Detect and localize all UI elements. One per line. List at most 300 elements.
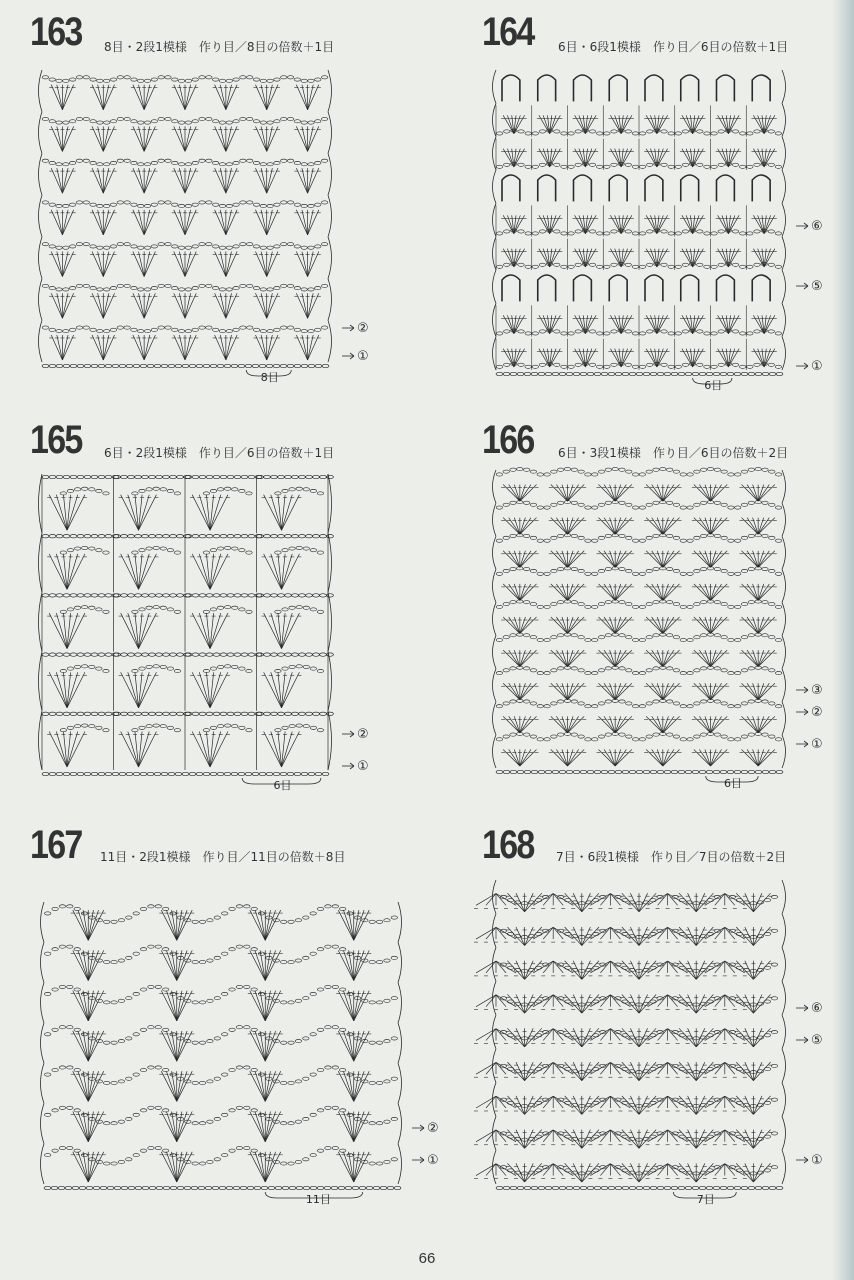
turning-chain [398, 902, 402, 942]
chain-arc [592, 467, 639, 476]
pattern-description: 6目・2段1模様 作り目／6目の倍数＋1目 [104, 446, 335, 460]
chain-arc [544, 567, 591, 576]
stitch-fan [90, 335, 116, 360]
chain-row [114, 653, 191, 656]
stitch-fan [703, 961, 747, 976]
stitch-fan [253, 210, 279, 235]
turning-chain [782, 536, 786, 569]
stitch-fan [644, 584, 681, 601]
chain-arc [496, 600, 543, 609]
chain-arc [246, 243, 286, 250]
stitch-fan [71, 1152, 106, 1182]
stitch-fan [537, 215, 562, 233]
chain-arc [287, 326, 327, 333]
chain-arc [275, 487, 324, 495]
chain-arc [203, 487, 252, 495]
stitch-fan [608, 215, 633, 233]
stitch-fan [119, 554, 159, 590]
row-marker: ② [357, 727, 369, 742]
chain-arc [592, 600, 639, 609]
repeat-label: 8目 [260, 371, 279, 384]
chain-arc [711, 329, 746, 335]
chain-arc [735, 567, 782, 576]
chain-row [185, 594, 262, 597]
stitch-fan [159, 1152, 194, 1182]
stitch-fan [751, 349, 776, 367]
stitch-fan [262, 731, 302, 767]
chain-arc [124, 243, 164, 250]
crochet-chart [482, 60, 842, 400]
stitch-fan [474, 1130, 518, 1145]
stitch-fan [501, 617, 538, 634]
stitch-fan [608, 249, 633, 267]
chain-row [42, 712, 119, 715]
stitch-fan [549, 485, 586, 502]
chain-arc [532, 229, 567, 235]
stitch-fan [501, 551, 538, 568]
stitch-fan [159, 1031, 194, 1061]
chain-loop [681, 175, 699, 201]
turning-chain [493, 270, 497, 303]
pattern-description: 8目・2段1模様 作り目／8目の倍数＋1目 [104, 40, 335, 54]
crochet-chart [482, 870, 842, 1230]
chain-arc [747, 129, 782, 135]
turning-chain [398, 1023, 402, 1063]
chain-arc [496, 162, 531, 168]
chain-row [185, 535, 262, 538]
chain-arc [310, 1066, 353, 1076]
chain-arc [496, 534, 543, 543]
stitch-fan [501, 683, 538, 700]
chain-arc [711, 362, 746, 368]
stitch-fan [531, 894, 575, 909]
chain-arc [568, 129, 603, 135]
stitch-fan [294, 210, 320, 235]
stitch-fan [573, 349, 598, 367]
chain-arc [221, 905, 264, 915]
turning-chain [328, 711, 332, 770]
turning-chain [782, 1150, 786, 1184]
chain-loop [645, 175, 663, 201]
chain-arc [165, 201, 205, 208]
stitch-fan [190, 731, 230, 767]
turning-chain [398, 942, 402, 982]
stitch-fan [751, 149, 776, 167]
stitch-fan [646, 1096, 690, 1111]
stitch-fan [739, 617, 776, 634]
stitch-fan [172, 252, 198, 277]
stitch-fan [646, 1062, 690, 1077]
stitch-fan [680, 149, 705, 167]
turning-chain [328, 279, 332, 321]
chain-arc [165, 326, 205, 333]
chain-arc [496, 732, 543, 741]
chain-arc [735, 633, 782, 642]
stitch-fan [501, 716, 538, 733]
chain-row [496, 372, 783, 375]
turning-chain [782, 270, 786, 303]
stitch-fan [90, 293, 116, 318]
turning-chain [782, 137, 786, 170]
chain-arc [592, 666, 639, 675]
stitch-fan [49, 252, 75, 277]
stitch-fan [692, 518, 729, 535]
chain-arc [639, 501, 686, 510]
chain-arc [532, 129, 567, 135]
chain-arc [544, 699, 591, 708]
stitch-fan [549, 650, 586, 667]
chain-arc [675, 162, 710, 168]
stitch-fan [644, 485, 681, 502]
chain-arc [124, 159, 164, 166]
stitch-fan [47, 731, 87, 767]
turning-chain [493, 569, 497, 602]
turning-chain [782, 948, 786, 982]
turning-chain [39, 652, 43, 711]
chain-arc [133, 1066, 176, 1076]
chain-arc [83, 76, 123, 83]
stitch-fan [253, 293, 279, 318]
stitch-fan [501, 115, 526, 133]
chain-arc [604, 362, 639, 368]
chain-arc [496, 633, 543, 642]
chain-arc [592, 567, 639, 576]
chain-arc [132, 724, 181, 732]
chain-arc [133, 945, 176, 955]
chain-arc [711, 129, 746, 135]
stitch-fan [751, 315, 776, 333]
stitch-fan [131, 126, 157, 151]
stitch-fan [531, 1096, 575, 1111]
stitch-fan [159, 1071, 194, 1101]
chain-arc [496, 329, 531, 335]
chain-arc [203, 546, 252, 554]
pattern-description: 6目・6段1模様 作り目／6目の倍数＋1目 [558, 40, 789, 54]
stitch-fan [159, 950, 194, 980]
chain-arc [639, 362, 674, 368]
chain-arc [206, 201, 246, 208]
chain-arc [735, 732, 782, 741]
chain-arc [42, 284, 82, 291]
stitch-fan [644, 749, 681, 766]
turning-chain [493, 203, 497, 236]
stitch-fan [131, 335, 157, 360]
stitch-fan [537, 249, 562, 267]
turning-chain [782, 569, 786, 602]
turning-chain [39, 279, 43, 321]
stitch-fan [253, 85, 279, 110]
chain-arc [44, 1026, 87, 1036]
chain-arc [687, 699, 734, 708]
turning-chain [398, 1144, 402, 1184]
chain-arc [133, 905, 176, 915]
chain-loop [717, 75, 735, 101]
chain-arc [83, 326, 123, 333]
stitch-fan [573, 115, 598, 133]
stitch-fan [680, 349, 705, 367]
chain-arc [544, 501, 591, 510]
stitch-fan [253, 252, 279, 277]
chain-arc [604, 229, 639, 235]
chain-row [42, 653, 119, 656]
turning-chain [39, 70, 43, 112]
stitch-fan [172, 293, 198, 318]
crochet-chart [28, 60, 388, 390]
chain-arc [532, 262, 567, 268]
chain-arc [496, 362, 531, 368]
stitch-fan [90, 168, 116, 193]
stitch-fan [213, 168, 239, 193]
chain-row [496, 1186, 783, 1189]
stitch-fan [336, 910, 371, 940]
stitch-fan [739, 485, 776, 502]
turning-chain [782, 337, 786, 370]
chain-arc [133, 1106, 176, 1116]
chain-arc [60, 546, 109, 554]
chain-loop [752, 275, 770, 301]
chain-loop [502, 275, 520, 301]
chain-arc [639, 534, 686, 543]
chain-arc [747, 362, 782, 368]
chain-arc [132, 665, 181, 673]
stitch-fan [474, 1096, 518, 1111]
stitch-fan [692, 584, 729, 601]
stitch-fan [644, 617, 681, 634]
stitch-fan [588, 1130, 632, 1145]
chain-loop [574, 175, 592, 201]
stitch-fan [336, 1112, 371, 1142]
chain-arc [42, 117, 82, 124]
chain-arc [132, 606, 181, 614]
chain-arc [246, 201, 286, 208]
chain-arc [568, 329, 603, 335]
turning-chain [41, 983, 45, 1023]
stitch-fan [474, 995, 518, 1010]
chain-loop [609, 75, 627, 101]
chain-row [114, 475, 191, 478]
row-marker: ① [357, 759, 369, 774]
chain-loop [502, 175, 520, 201]
stitch-fan [644, 115, 669, 133]
chain-row [44, 1186, 401, 1189]
stitch-fan [131, 168, 157, 193]
chain-arc [639, 633, 686, 642]
chain-arc [496, 501, 543, 510]
chain-arc [275, 606, 324, 614]
turning-chain [493, 702, 497, 735]
turning-chain [782, 1049, 786, 1083]
stitch-fan [751, 249, 776, 267]
chain-arc [711, 262, 746, 268]
stitch-fan [549, 617, 586, 634]
stitch-fan [739, 683, 776, 700]
pattern-number: 167 [30, 823, 82, 867]
stitch-fan [71, 1112, 106, 1142]
stitch-fan [253, 335, 279, 360]
chain-arc [639, 732, 686, 741]
chain-arc [221, 1066, 264, 1076]
chain-arc [60, 724, 109, 732]
chain-arc [687, 567, 734, 576]
stitch-fan [549, 683, 586, 700]
turning-chain [782, 203, 786, 236]
chain-arc [592, 534, 639, 543]
stitch-fan [294, 168, 320, 193]
turning-chain [39, 237, 43, 279]
stitch-fan [119, 672, 159, 708]
chain-arc [735, 501, 782, 510]
stitch-fan [588, 961, 632, 976]
stitch-fan [501, 650, 538, 667]
stitch-fan [501, 749, 538, 766]
stitch-fan [588, 1062, 632, 1077]
chain-arc [639, 666, 686, 675]
repeat-label: 7目 [696, 1193, 715, 1206]
chain-arc [604, 162, 639, 168]
chain-arc [639, 229, 674, 235]
chain-arc [544, 600, 591, 609]
stitch-fan [47, 672, 87, 708]
stitch-fan [692, 749, 729, 766]
pattern-number: 166 [482, 418, 534, 462]
stitch-fan [751, 215, 776, 233]
chain-loop [752, 75, 770, 101]
stitch-fan [680, 115, 705, 133]
stitch-fan [172, 335, 198, 360]
stitch-fan [474, 1062, 518, 1077]
stitch-fan [549, 716, 586, 733]
stitch-fan [608, 115, 633, 133]
chain-arc [747, 329, 782, 335]
stitch-fan [716, 115, 741, 133]
turning-chain [782, 880, 786, 914]
chain-loop [574, 275, 592, 301]
chain-arc [711, 229, 746, 235]
chain-loop [717, 275, 735, 301]
row-marker: ⑥ [811, 1001, 823, 1016]
stitch-fan [716, 349, 741, 367]
turning-chain [782, 735, 786, 768]
stitch-fan [172, 126, 198, 151]
stitch-fan [596, 650, 633, 667]
turning-chain [782, 914, 786, 948]
stitch-fan [716, 149, 741, 167]
pattern-description: 7目・6段1模様 作り目／7目の倍数＋2目 [556, 850, 787, 864]
turning-chain [328, 592, 332, 651]
stitch-fan [680, 215, 705, 233]
crochet-chart [28, 460, 388, 800]
chain-arc [83, 201, 123, 208]
stitch-fan [646, 961, 690, 976]
turning-chain [493, 503, 497, 536]
stitch-fan [336, 991, 371, 1021]
chain-loop [681, 275, 699, 301]
chain-arc [275, 724, 324, 732]
chain-arc [687, 732, 734, 741]
turning-chain [782, 103, 786, 136]
chain-arc [639, 567, 686, 576]
stitch-fan [501, 249, 526, 267]
repeat-label: 6目 [273, 779, 292, 792]
chain-arc [592, 501, 639, 510]
chain-arc [44, 985, 87, 995]
chain-arc [532, 329, 567, 335]
stitch-fan [608, 149, 633, 167]
chain-arc [206, 76, 246, 83]
stitch-fan [573, 249, 598, 267]
stitch-fan [644, 683, 681, 700]
stitch-fan [190, 672, 230, 708]
chain-arc [124, 284, 164, 291]
stitch-fan [703, 1096, 747, 1111]
stitch-fan [596, 485, 633, 502]
chain-arc [206, 117, 246, 124]
chain-arc [687, 600, 734, 609]
stitch-fan [47, 495, 87, 531]
pattern-description: 6目・3段1模様 作り目／6目の倍数＋2目 [558, 446, 789, 460]
stitch-fan [294, 293, 320, 318]
stitch-fan [608, 349, 633, 367]
chain-arc [124, 117, 164, 124]
turning-chain [782, 1015, 786, 1049]
turning-chain [398, 983, 402, 1023]
stitch-fan [739, 716, 776, 733]
chain-arc [44, 1146, 87, 1156]
stitch-fan [71, 950, 106, 980]
chain-loop [645, 75, 663, 101]
chain-row [257, 594, 334, 597]
stitch-fan [531, 927, 575, 942]
stitch-fan [739, 584, 776, 601]
row-marker: ① [357, 349, 369, 364]
turning-chain [39, 320, 43, 362]
turning-chain [782, 170, 786, 203]
stitch-fan [703, 927, 747, 942]
turning-chain [493, 337, 497, 370]
row-marker: ② [427, 1121, 439, 1136]
stitch-fan [90, 85, 116, 110]
stitch-fan [646, 1164, 690, 1179]
chain-loop [717, 175, 735, 201]
turning-chain [328, 70, 332, 112]
chain-arc [687, 633, 734, 642]
stitch-fan [253, 168, 279, 193]
row-marker: ⑤ [811, 279, 823, 294]
chain-arc [206, 243, 246, 250]
stitch-fan [49, 210, 75, 235]
stitch-fan [716, 249, 741, 267]
stitch-fan [549, 551, 586, 568]
chain-row [42, 535, 119, 538]
chain-arc [206, 284, 246, 291]
stitch-fan [646, 995, 690, 1010]
turning-chain [328, 237, 332, 279]
row-marker: ① [811, 737, 823, 752]
chain-arc [496, 129, 531, 135]
chain-arc [206, 326, 246, 333]
stitch-fan [531, 995, 575, 1010]
chain-arc [206, 159, 246, 166]
stitch-fan [703, 894, 747, 909]
stitch-fan [47, 554, 87, 590]
turning-chain [39, 153, 43, 195]
stitch-fan [262, 495, 302, 531]
chain-arc [83, 243, 123, 250]
crochet-chart [482, 460, 842, 810]
turning-chain [41, 942, 45, 982]
turning-chain [493, 636, 497, 669]
stitch-fan [739, 518, 776, 535]
